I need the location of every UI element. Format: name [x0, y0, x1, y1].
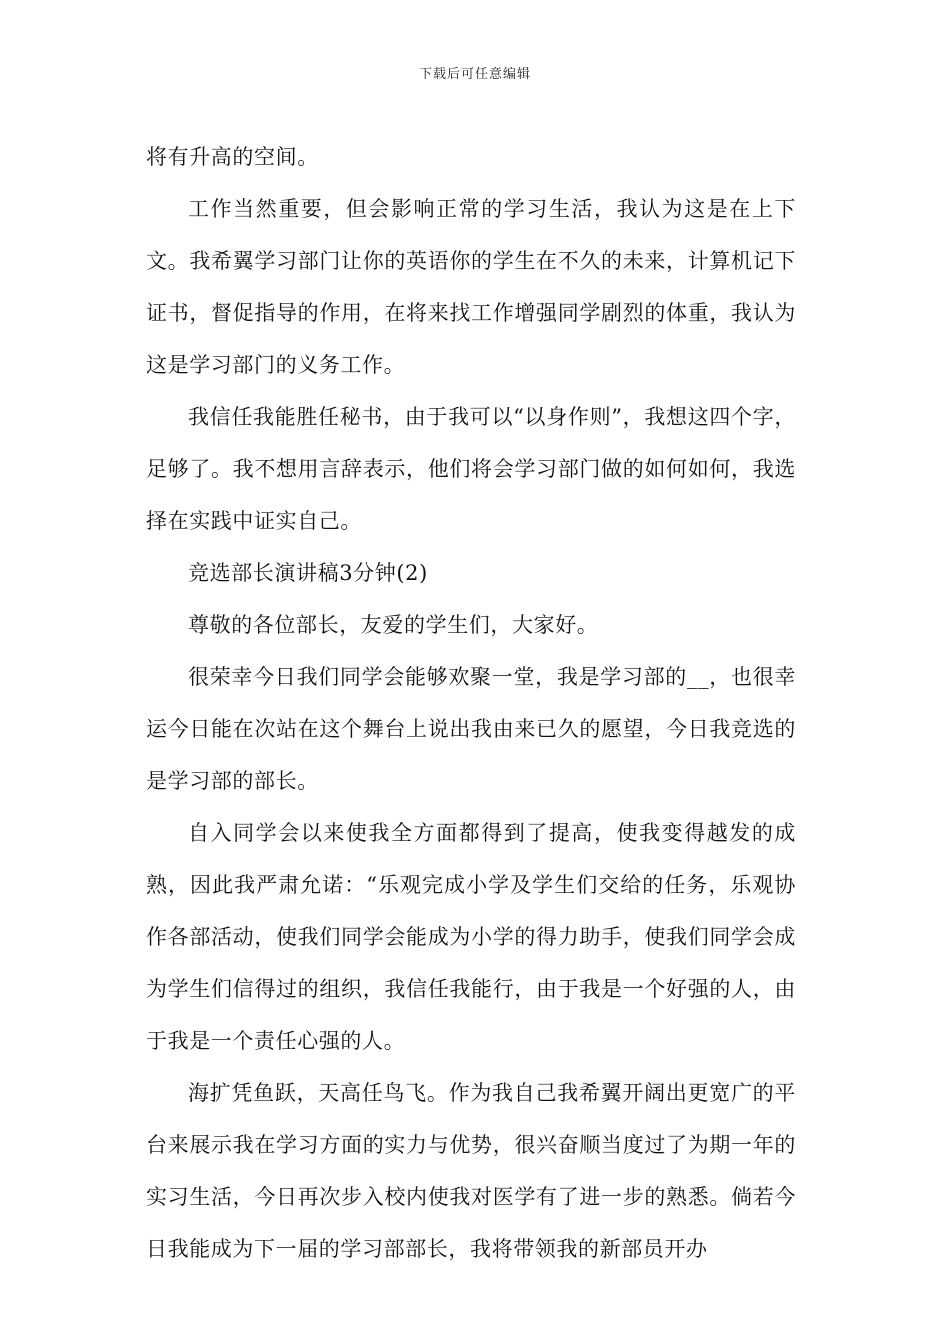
paragraph: 海扩凭鱼跃，天高任鸟飞。作为我自己我希翼开阔出更宽广的平台来展示我在学习方面的实力与优势，很兴奋顺当度过了为期一年的实习生活，今日再次步入校内使我对医学有了进一步的熟悉。倘若今日我能成为下一届的学习部部长，我将带领我的新部员开办 [146, 1081, 796, 1261]
paragraph-continuation: 将有升高的空间。 [146, 145, 319, 169]
paragraph: 很荣幸今日我们同学会能够欢聚一堂，我是学习部的__，也很幸运今日能在次站在这个舞台上说出我由来已久的愿望，今日我竞选的是学习部的部长。 [146, 665, 796, 793]
paragraph: 工作当然重要，但会影响正常的学习生活，我认为这是在上下文。我希翼学习部门让你的英语你的学生在不久的未来，计算机记下证书，督促指导的作用，在将来找工作增强同学剧烈的体重，我认为这是学习部门的义务工作。 [146, 197, 796, 377]
paragraph: 我信任我能胜任秘书，由于我可以“以身作则”，我想这四个字，足够了。我不想用言辞表示，他们将会学习部门做的如何如何，我选择在实践中证实自己。 [146, 405, 796, 533]
greeting-paragraph: 尊敬的各位部长，友爱的学生们，大家好。 [188, 613, 599, 637]
page-header-note: 下载后可任意编辑 [418, 67, 531, 82]
paragraph: 自入同学会以来使我全方面都得到了提高，使我变得越发的成熟，因此我严肃允诺：“乐观完成小学及学生们交给的任务，乐观协作各部活动，使我们同学会能成为小学的得力助手，使我们同学会成为学生们信得过的组织，我信任我能行，由于我是一个好强的人，由于我是一个责任心强的人。 [146, 821, 796, 1053]
section-heading: 竞选部长演讲稿3分钟(2) [188, 561, 428, 585]
document-body [146, 131, 796, 1275]
